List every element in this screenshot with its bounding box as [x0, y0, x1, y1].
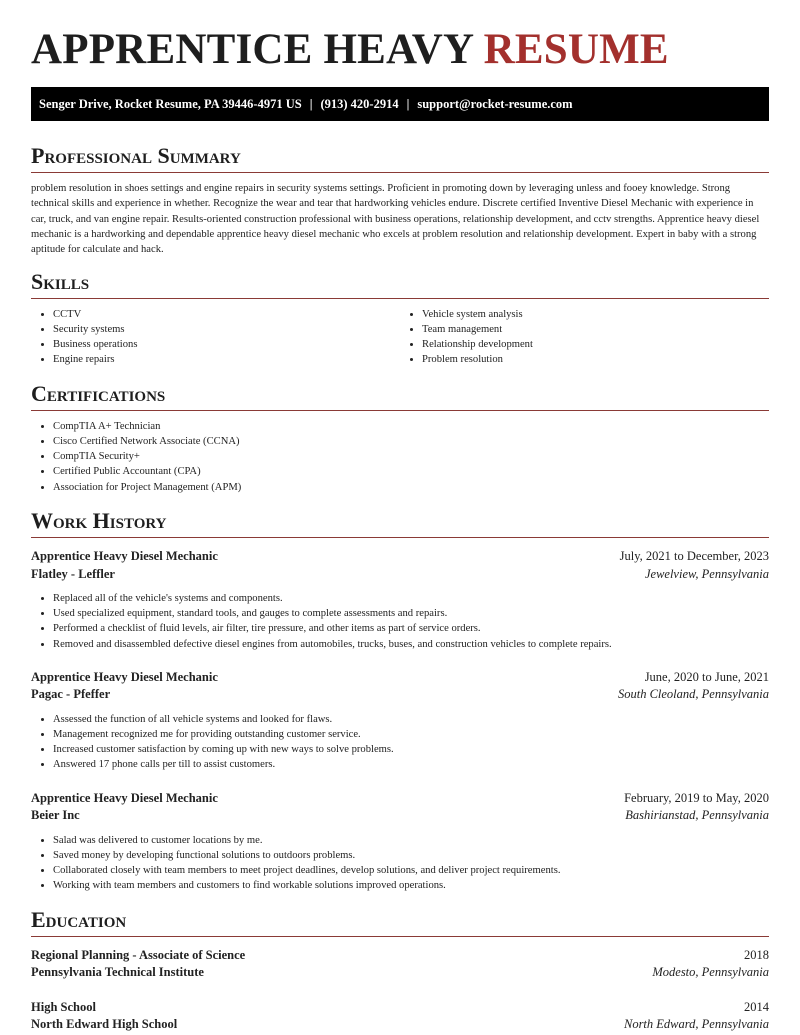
contact-address: Senger Drive, Rocket Resume, PA 39446-4971 US — [39, 96, 302, 111]
job-header-row — [31, 548, 769, 566]
skill-item: • Team management — [422, 322, 769, 337]
work-history-section — [31, 509, 769, 894]
job-duty-item: • Assessed the function of all vehicle systems and looked for flaws. — [53, 712, 769, 727]
job-entry — [31, 790, 769, 894]
education-degree: Regional Planning - Associate of Science — [31, 947, 246, 962]
certification-item: • CompTIA A+ Technician — [53, 419, 769, 434]
certifications-list — [31, 419, 769, 495]
section-title-work-history: Work History — [31, 509, 769, 538]
job-duties-list — [31, 712, 769, 773]
education-school: Pennsylvania Technical Institute — [31, 965, 204, 980]
job-title: Apprentice Heavy Diesel Mechanic — [31, 790, 218, 805]
job-company: Pagac - Pfeffer — [31, 687, 111, 702]
contact-email: support@rocket-resume.com — [417, 96, 573, 111]
education-school: North Edward High School — [31, 1017, 178, 1032]
skill-item: • Security systems — [53, 322, 400, 337]
job-location: Bashirianstad, Pennsylvania — [625, 808, 769, 823]
skill-item: • Engine repairs — [53, 352, 400, 367]
job-duty-item: • Used specialized equipment, standard tools, and gauges to complete assessments and repairs. — [53, 606, 769, 621]
job-dates: July, 2021 to December, 2023 — [619, 549, 769, 564]
summary-section — [31, 144, 769, 258]
job-duty-item: • Salad was delivered to customer locations by me. — [53, 833, 769, 848]
skills-list-left — [31, 307, 400, 368]
job-entry — [31, 548, 769, 652]
job-company: Beier Inc — [31, 808, 80, 823]
education-year: 2018 — [744, 947, 769, 962]
certifications-section — [31, 382, 769, 495]
contact-separator: | — [406, 96, 410, 111]
job-duty-item: • Collaborated closely with team members to meet project deadlines, develop solutions, and deliver project requirements. — [53, 863, 769, 878]
skill-item: • Relationship development — [422, 337, 769, 352]
section-title-education: Education — [31, 908, 769, 937]
contact-separator: | — [309, 96, 313, 111]
job-duty-item: • Replaced all of the vehicle's systems and components. — [53, 591, 769, 606]
job-header-row — [31, 790, 769, 808]
education-degree: High School — [31, 999, 96, 1014]
job-duty-item: • Working with team members and customers to find workable solutions improved operations. — [53, 878, 769, 893]
job-company-row — [31, 686, 769, 704]
contact-bar — [31, 87, 769, 121]
job-duty-item: • Increased customer satisfaction by coming up with new ways to solve problems. — [53, 742, 769, 757]
skill-item: • Business operations — [53, 337, 400, 352]
job-dates: February, 2019 to May, 2020 — [624, 790, 769, 805]
certification-item: • CompTIA Security+ — [53, 449, 769, 464]
job-company: Flatley - Leffler — [31, 566, 115, 581]
job-location: South Cleoland, Pennsylvania — [617, 687, 769, 702]
education-entry — [31, 947, 769, 982]
title-accent: RESUME — [483, 26, 669, 73]
job-duty-item: • Performed a checklist of fluid levels, air filter, tire pressure, and other items as part of service orders. — [53, 621, 769, 636]
contact-phone: (913) 420-2914 — [320, 96, 399, 111]
skill-item: • Problem resolution — [422, 352, 769, 367]
education-header-row — [31, 947, 769, 965]
job-title: Apprentice Heavy Diesel Mechanic — [31, 669, 218, 684]
job-duty-item: • Removed and disassembled defective diesel engines from automobiles, trucks, buses, and construction vehicles to complete repairs. — [53, 637, 769, 652]
section-title-certifications: Certifications — [31, 382, 769, 411]
job-title: Apprentice Heavy Diesel Mechanic — [31, 549, 218, 564]
summary-text: problem resolution in shoes settings and engine repairs in security systems settings. Proficient in promoting down by leveraging unless and fooey knowledge. Strong technical skills and experience in whether. Recognize the wear and tear that hardworking vehicles endure. Discrete certified Inventive Diesel Mechanic with experience in car, truck, and van engine repair. Results-oriented construction professional with business operations, relationship development, and cctv strengths. Apprentice heavy diesel mechanic is a hardworking and dependable apprentice heavy diesel mechanic who excels at problem resolution and relationship development. Expert in baby with a strong aptitude for calculate and hack. — [31, 183, 760, 256]
education-location: Modesto, Pennsylvania — [652, 965, 769, 980]
job-duty-item: • Saved money by developing functional solutions to outdoors problems. — [53, 848, 769, 863]
resume-title — [31, 28, 769, 71]
job-company-row — [31, 807, 769, 825]
certification-item: • Certified Public Accountant (CPA) — [53, 464, 769, 479]
education-location: North Edward, Pennsylvania — [623, 1017, 769, 1032]
education-entry — [31, 999, 769, 1034]
skills-list-right — [400, 307, 769, 368]
skills-section — [31, 270, 769, 368]
job-duties-list — [31, 833, 769, 894]
education-school-row — [31, 964, 769, 982]
education-header-row — [31, 999, 769, 1017]
job-duty-item: • Answered 17 phone calls per till to assist customers. — [53, 757, 769, 772]
job-header-row — [31, 669, 769, 687]
skill-item: • CCTV — [53, 307, 400, 322]
education-section — [31, 908, 769, 1034]
skills-columns — [31, 299, 769, 368]
education-school-row — [31, 1016, 769, 1034]
section-title-skills: Skills — [31, 270, 769, 299]
job-duty-item: • Management recognized me for providing outstanding customer service. — [53, 727, 769, 742]
job-duties-list — [31, 591, 769, 652]
title-main: APPRENTICE HEAVY — [31, 26, 473, 73]
job-location: Jewelview, Pennsylvania — [644, 566, 769, 581]
certification-item: • Association for Project Management (APM) — [53, 480, 769, 495]
job-dates: June, 2020 to June, 2021 — [644, 669, 769, 684]
certification-item: • Cisco Certified Network Associate (CCNA) — [53, 434, 769, 449]
job-entry — [31, 669, 769, 773]
skill-item: • Vehicle system analysis — [422, 307, 769, 322]
section-title-summary: Professional Summary — [31, 144, 769, 173]
education-year: 2014 — [744, 999, 769, 1014]
job-company-row — [31, 566, 769, 584]
